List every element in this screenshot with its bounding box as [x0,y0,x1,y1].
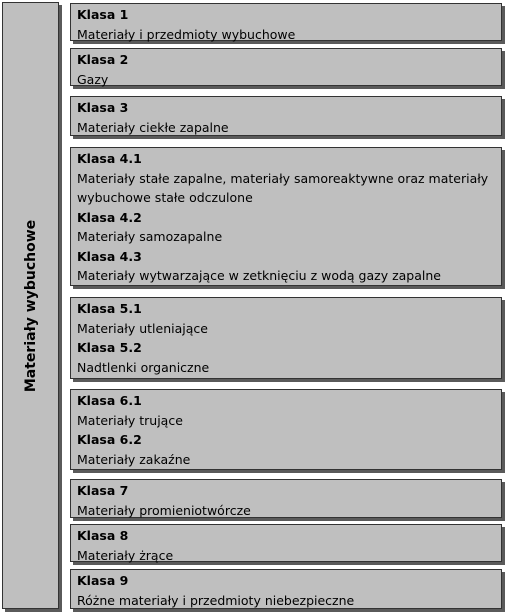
class-box-3 [70,96,502,136]
class-description: Materiały promieniotwórcze [77,502,251,518]
class-title: Klasa 8 [77,528,129,543]
class-box-1 [70,3,502,41]
class-title: Klasa 5.2 [77,340,142,355]
class-description: Materiały stałe zapalne, materiały samoreaktywne oraz materiały wybuchowe stałe odczulone [77,170,489,205]
class-title: Klasa 1 [77,7,129,22]
class-description: Gazy [77,71,109,87]
class-box-8 [70,524,502,562]
class-title: Klasa 6.1 [77,393,142,408]
class-title: Klasa 4.3 [77,248,142,264]
class-description: Różne materiały i przedmioty niebezpieczne [77,592,355,608]
class-description: Materiały utleniające [77,320,208,336]
class-box-7 [70,479,502,518]
class-title: Klasa 5.1 [77,301,142,316]
class-box-6 [70,389,502,470]
class-title: Klasa 6.2 [77,432,142,447]
class-description: Nadtlenki organiczne [77,359,210,375]
class-title: Klasa 2 [77,52,129,67]
class-description: Materiały wytwarzające w zetknięciu z wodą gazy zapalne [77,268,441,283]
class-description: Materiały samozapalne [77,229,223,244]
class-description: Materiały zakaźne [77,451,191,467]
class-description: Materiały ciekłe zapalne [77,119,229,135]
class-description: Materiały żrące [77,547,174,563]
class-description: Materiały i przedmioty wybuchowe [77,26,296,42]
class-title: Klasa 4.2 [77,209,142,225]
category-panel [2,2,59,609]
class-box-2 [70,48,502,86]
class-title: Klasa 3 [77,100,129,115]
class-description: Materiały trujące [77,412,183,428]
class-title: Klasa 7 [77,483,129,498]
class-title: Klasa 9 [77,573,129,588]
class-box-9 [70,569,502,609]
class-box-5 [70,297,502,379]
class-box-4 [70,147,502,286]
category-label: Materiały wybuchowe [22,219,39,392]
class-title: Klasa 4.1 [77,151,142,166]
